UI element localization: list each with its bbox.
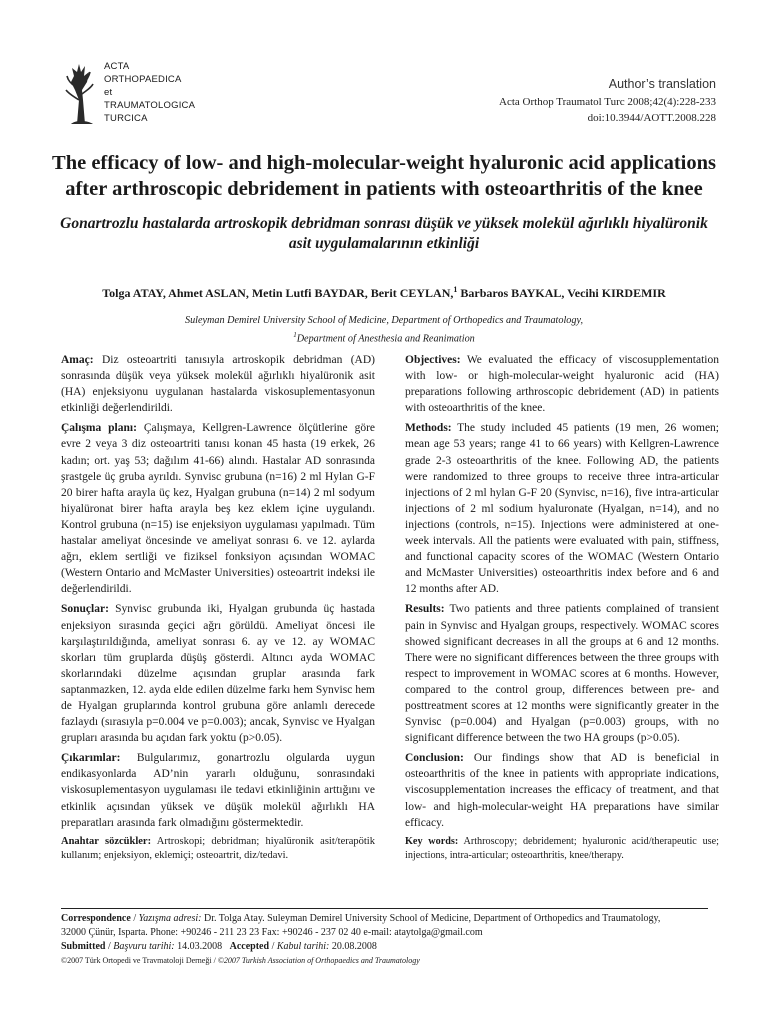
section-text: Diz osteoartriti tanısıyla artroskopik debridman (AD) sonrasında düşük veya yüksek molekül ağırlıklı hiyalüronik asit (HA) enjeksiyonu uygulanan hastalarda viskosuplementasyonun etkinliği değerlendirildi. bbox=[61, 354, 375, 415]
authors-part-2: Barbaros BAYKAL, Vecihi KIRDEMIR bbox=[457, 286, 666, 300]
section-label: Amaç: bbox=[61, 354, 94, 366]
section-label: Çalışma planı: bbox=[61, 422, 137, 435]
affiliation-marker: 1 bbox=[453, 285, 458, 294]
section-label: Key words: bbox=[405, 835, 459, 847]
section-text: We evaluated the efficacy of viscosupplementation with low- or high-molecular-weight hyaluronic acid (HA) preparations following arthroscopic debridement (AD) in patients with osteoarthritis of the knee. bbox=[405, 354, 719, 415]
citation-text: Acta Orthop Traumatol Turc 2008;42(4):228-233 bbox=[499, 96, 716, 108]
journal-name-line: ACTA bbox=[104, 61, 130, 72]
section-text: The study included 45 patients (19 men, 26 women; mean age 53 years; range 41 to 66 years) with Kellgren-Lawrence grade 2-3 osteoarthritis of the knee. Following AD, the patients were randomized to three groups to receive three intra-articular injections of 2 ml hylan G-F 20 (Synvisc, n=16), five intra-articular injections of 2 ml sodium hyaluronate (Hyalgan, n=14), and no injections (controls, n=15). Injections were administered at one-week intervals. All the patients were evaluated with pain, stiffness, and functional capacity scores of the WOMAC (Western Ontario and McMaster Universities) osteoarthritis index before and 6 and 12 months after AD. bbox=[405, 422, 719, 596]
affiliation-line: Department of Anesthesia and Reanimation bbox=[296, 333, 475, 345]
article-title: The efficacy of low- and high-molecular-weight hyaluronic acid applications after arthroscopic debridement in patients with osteoarthritis of the knee bbox=[52, 152, 716, 200]
section-label: Methods: bbox=[405, 422, 452, 435]
section-text: Bulgularımız, gonartrozlu olgularda uygun endikasyonlarda AD’nin yararlı olduğunu, sonrasındaki viskosuplementasyon uygulaması ile tedavi etkinliğinin arttığını ve etkinlik açısından yüksek ve düşük molekül ağırlıklı HA preparatları arasında fark olmadığını göstermektedir. bbox=[61, 752, 375, 829]
citation-block bbox=[499, 94, 716, 126]
kabul-label: Kabul tarihi: bbox=[276, 941, 330, 952]
section-label: Conclusion: bbox=[405, 752, 464, 765]
section-label: Sonuçlar: bbox=[61, 603, 109, 616]
correspondence-label: Correspondence bbox=[61, 913, 131, 924]
affiliation-line: Suleyman Demirel University School of Medicine, Department of Orthopedics and Traumatology, bbox=[184, 315, 583, 326]
submitted-date: 14.03.2008 bbox=[174, 941, 223, 952]
affiliation-marker: 1 bbox=[293, 331, 297, 339]
journal-name-line: TRAUMATOLOGICA bbox=[104, 100, 196, 111]
copyright-english: ©2007 Turkish Association of Orthopaedics and Traumatology bbox=[217, 956, 420, 965]
abstract-section-results bbox=[405, 601, 719, 746]
section-label: Objectives: bbox=[405, 354, 461, 366]
abstract-keywords-turkish bbox=[61, 835, 375, 863]
abstract-section-sonuclar bbox=[61, 601, 375, 746]
footer bbox=[61, 912, 721, 968]
author-translation-label: Author’s translation bbox=[608, 77, 716, 91]
section-text: Çalışmaya, Kellgren-Lawrence ölçütlerine göre evre 2 veya 3 diz osteoartriti tanısı konan 45 hasta (19 erkek, 26 kadın; ort. yaş 53; dağılım 41-66) alındı. Hastalar AD sonrasında şrastgele üç gruba ayrıldı. Synvisc grubuna (n=16) 2 ml Hylan G-F 20 birer hafta arayla üç kez, Hyalgan grubuna (n=14) 2 ml sodyum hiyalüronat birer hafta arayla beş kez eklem içine uygulandı. Kontrol grubuna (n=15) ise enjeksiyon uygulaması yapılmadı. Tüm hastalar ameliyat öncesinde ve ameliyat sonrası 6. ve 12. aylarda ağrı, eklem sertliği ve fiziksel fonksiyon açısından WOMAC (Western Ontario and McMaster Universities) osteoartrit indeksi ile değerlendirildi. bbox=[61, 422, 376, 596]
section-text: Synvisc grubunda iki, Hyalgan grubunda üç hastada enjeksiyon sırasında geçici ağrı görüldü. Ameliyat öncesi ile karşılaştırıldığında, ameliyat sonrası 6. ay ve 12. ay WOMAC skorları tüm gruplarda düşüş gösterdi. Altıncı ayda WOMAC skorlarındaki düzelme açısından gruplar arasında fark saptanmazken, 12. ayda elde edilen düzelme farkı hem Synvisc hem de Hyalgan gruplarında kontrol grubuna göre anlamlı derecede fazlaydı (sırasıyla p=0.004 ve p=0.003); ancak, Synvisc ve Hyalgan grupları arasında bu açıdan fark yoktu (p>0.05). bbox=[61, 603, 375, 745]
article-subtitle-turkish: Gonartrozlu hastalarda artroskopik debridman sonrası düşük ve yüksek molekül ağırlıklı hiyalüronik asit uygulamalarının etkinliği bbox=[60, 215, 708, 252]
abstract-section-plan bbox=[61, 420, 375, 597]
correspondence-text: Dr. Tolga Atay. Suleyman Demirel University School of Medicine, Department of Orthopedics and Traumatology, bbox=[201, 913, 661, 924]
abstract-keywords-english bbox=[405, 835, 719, 863]
accepted-label: Accepted bbox=[229, 941, 270, 952]
copyright-line: ©2007 Türk Ortopedi ve Travmatoloji Derneği / ©2007 Turkish Association of Orthopaedics and Traumatology bbox=[61, 956, 420, 965]
section-label: Anahtar sözcükler: bbox=[61, 835, 152, 847]
journal-name-line: et bbox=[104, 87, 113, 98]
section-text: Arthroscopy; debridement; hyaluronic acid/therapeutic use; injections, intra-articular; osteoarthritis, knee/therapy. bbox=[405, 835, 719, 861]
journal-logo-icon bbox=[63, 60, 103, 126]
abstract-section-conclusion bbox=[405, 750, 719, 830]
dates-line: Submitted / Başvuru tarihi: 14.03.2008 Accepted / Kabul tarihi: 20.08.2008 bbox=[61, 941, 377, 952]
section-text: Two patients and three patients complained of transient pain in Synvisc and Hyalgan groups, respectively. WOMAC scores showed significant decreases in all the groups at 6 and 12 months. There were no significant differences between the three groups with respect to improvement in WOMAC scores at 6 months. However, compared to the control group, differences between pre- and posttreatment scores at 12 months were significantly greater in the Synvisc (p=0.004) and Hyalgan (p=0.003) groups, with no significant difference between the two HA groups (p>0.05). bbox=[405, 603, 719, 745]
abstract-english bbox=[405, 352, 719, 867]
author-list bbox=[40, 285, 728, 301]
abstract-section-amac bbox=[61, 352, 375, 416]
basvuru-label: Başvuru tarihi: bbox=[113, 941, 175, 952]
section-label: Çıkarımlar: bbox=[61, 752, 121, 765]
abstract-section-objectives bbox=[405, 352, 719, 416]
address-line: 32000 Çünür, Isparta. Phone: +90246 - 211 23 23 Fax: +90246 - 237 02 40 e-mail: ataytolga@gmail.com bbox=[61, 927, 483, 938]
abstract-section-cikarimlar bbox=[61, 750, 375, 830]
footer-divider bbox=[61, 908, 708, 909]
abstract-turkish bbox=[61, 352, 375, 867]
section-text: Our findings show that AD is beneficial in osteoarthritis of the knee in patients with appropriate indications, viscosupplementation increases the efficacy of treatment, and that low- and high-molecular-weight HA preparations have similar efficacy. bbox=[405, 752, 719, 829]
journal-name bbox=[104, 60, 195, 125]
authors-part-1: Tolga ATAY, Ahmet ASLAN, Metin Lutfi BAYDAR, Berit CEYLAN, bbox=[102, 286, 454, 300]
accepted-date: 20.08.2008 bbox=[329, 941, 377, 952]
copyright-turkish: ©2007 Türk Ortopedi ve Travmatoloji Derneği bbox=[61, 956, 212, 965]
section-label: Results: bbox=[405, 603, 445, 616]
journal-name-line: ORTHOPAEDICA bbox=[104, 74, 182, 85]
doi-link[interactable]: doi:10.3944/AOTT.2008.228 bbox=[587, 112, 716, 124]
journal-name-line: TURCICA bbox=[104, 113, 148, 124]
affiliations bbox=[40, 314, 728, 346]
correspondence-line: Correspondence / Yazışma adresi: Dr. Tolga Atay. Suleyman Demirel University School of Medicine, Department of Orthopedics and Traumatology, bbox=[61, 913, 661, 924]
section-text: Artroskopi; debridman; hiyalüronik asit/terapötik kullanım; enjeksiyon, eklemiçi; osteoartrit, diz/tedavi. bbox=[61, 835, 375, 861]
yazisma-label: Yazışma adresi: bbox=[138, 913, 202, 924]
abstract-section-methods bbox=[405, 420, 719, 597]
submitted-label: Submitted bbox=[61, 941, 106, 952]
